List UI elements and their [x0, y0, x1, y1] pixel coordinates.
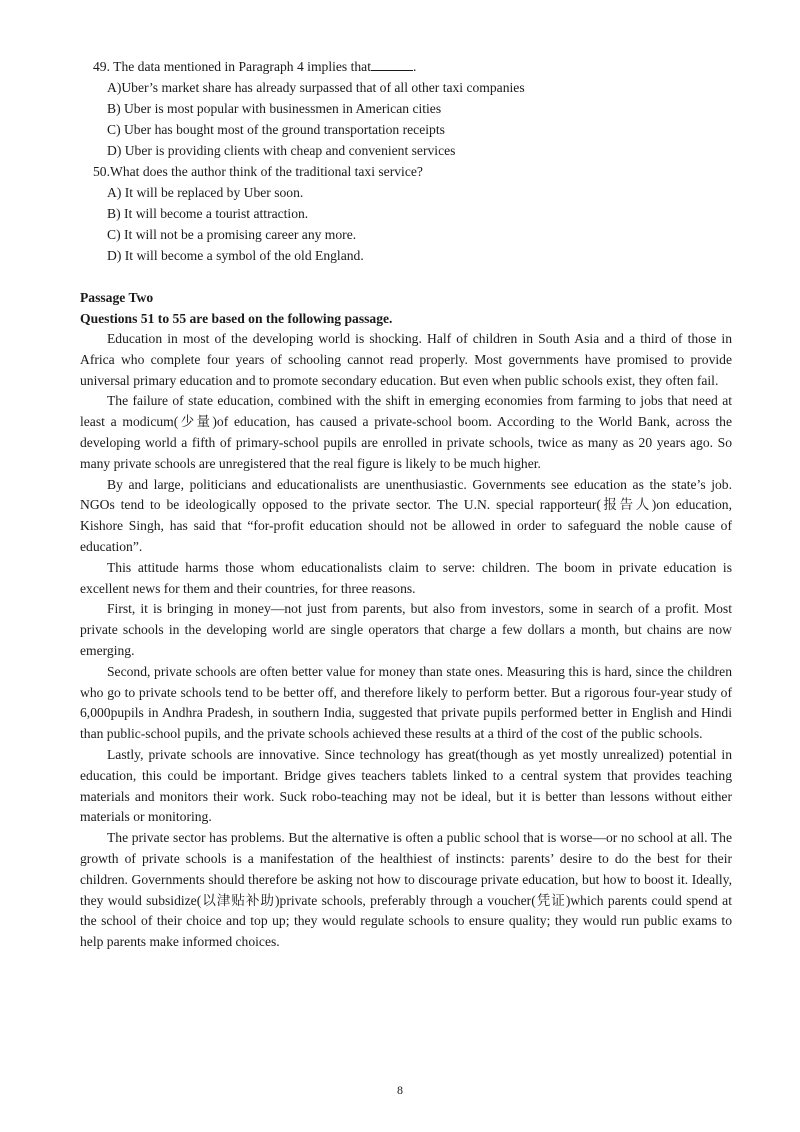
question-49-stem: 49. The data mentioned in Paragraph 4 implies that . — [80, 56, 732, 77]
answer-blank — [371, 56, 413, 71]
passage-paragraph-3: By and large, politicians and educationalists are unenthusiastic. Governments see education as the state’s job. NGOs tend to be ideologically opposed to the private sector. The U.N. special rapporteur(报告人)on education, Kishore Singh, has said that “for-profit education should not be allowed in order to safeguard the noble cause of education”. — [80, 476, 732, 554]
question-50-option-d: D) It will become a symbol of the old England. — [107, 248, 364, 263]
passage-paragraph-7: Lastly, private schools are innovative. Since technology has great(though as yet mostly unrealized) potential in education, this could be important. Bridge gives teachers tablets linked to a central system that provides teaching materials and monitors their work. Suck robo-teaching may not be ideal, but it is better than lessons without either materials or monitoring. — [80, 746, 732, 825]
passage-paragraph-2: The failure of state education, combined with the shift in emerging economies from farming to jobs that need at least a modicum(少量)of education, has caused a private-school boom. According to the World Bank, across the developing world a fifth of primary-school pupils are enrolled in private schools, twice as many as 20 years ago. So many private schools are unregistered that the real figure is likely to be much higher. — [80, 393, 732, 471]
passage-paragraph-4: This attitude harms those whom educationalists claim to serve: children. The boom in private education is excellent news for them and their countries, for three reasons. — [80, 559, 732, 596]
passage-paragraph-6: Second, private schools are often better value for money than state ones. Measuring this is hard, since the children who go to private schools tend to be better off, and therefore likely to perform better. But a rigorous four-year study of 6,000pupils in Andhra Pradesh, in southern India, suggested that private pupils performed better in English and Hindi than public-school pupils, and the private schools achieved these results at a third of the cost of the public schools. — [80, 663, 732, 742]
passage-title: Passage Two — [80, 290, 154, 305]
spacer — [80, 266, 732, 287]
question-50-option-c: C) It will not be a promising career any more. — [107, 227, 357, 242]
passage-paragraph-1: Education in most of the developing world is shocking. Half of children in South Asia and a third of those in Africa who complete four years of schooling cannot read properly. Most governments have promised to provide universal primary education and to promote secondary education. But even when public schools exist, they often fail. — [80, 331, 732, 388]
question-50-option-b: B) It will become a tourist attraction. — [107, 206, 309, 221]
page-number: 8 — [397, 1083, 403, 1097]
question-50-stem: 50.What does the author think of the traditional taxi service? — [93, 164, 423, 179]
question-50-option-a: A) It will be replaced by Uber soon. — [107, 185, 304, 200]
question-49-option-d: D) Uber is providing clients with cheap and convenient services — [107, 143, 456, 158]
question-49-option-c: C) Uber has bought most of the ground transportation receipts — [107, 122, 445, 137]
question-49-option-a: A)Uber’s market share has already surpassed that of all other taxi companies — [107, 80, 525, 95]
passage-paragraph-8: The private sector has problems. But the alternative is often a public school that is worse—or no school at all. The growth of private schools is a manifestation of the healthiest of instincts: parents’ desire to do the best for their children. Governments should therefore be asking not how to discourage private education, but how to boost it. Ideally, they would subsidize(以津贴补助)private schools, preferably through a voucher(凭证)which parents could spend at the school of their choice and top up; they would regulate schools to ensure quality; they would run public exams to help parents make informed choices. — [80, 830, 732, 950]
document-page — [80, 56, 732, 953]
passage-instruction: Questions 51 to 55 are based on the following passage. — [80, 311, 393, 326]
passage-paragraph-5: First, it is bringing in money—not just from parents, but also from investors, some in search of a profit. Most private schools in the developing world are single operators that charge a few dollars a month, but chains are now emerging. — [80, 601, 732, 658]
question-49-option-b: B) Uber is most popular with businessmen in American cities — [107, 101, 442, 116]
